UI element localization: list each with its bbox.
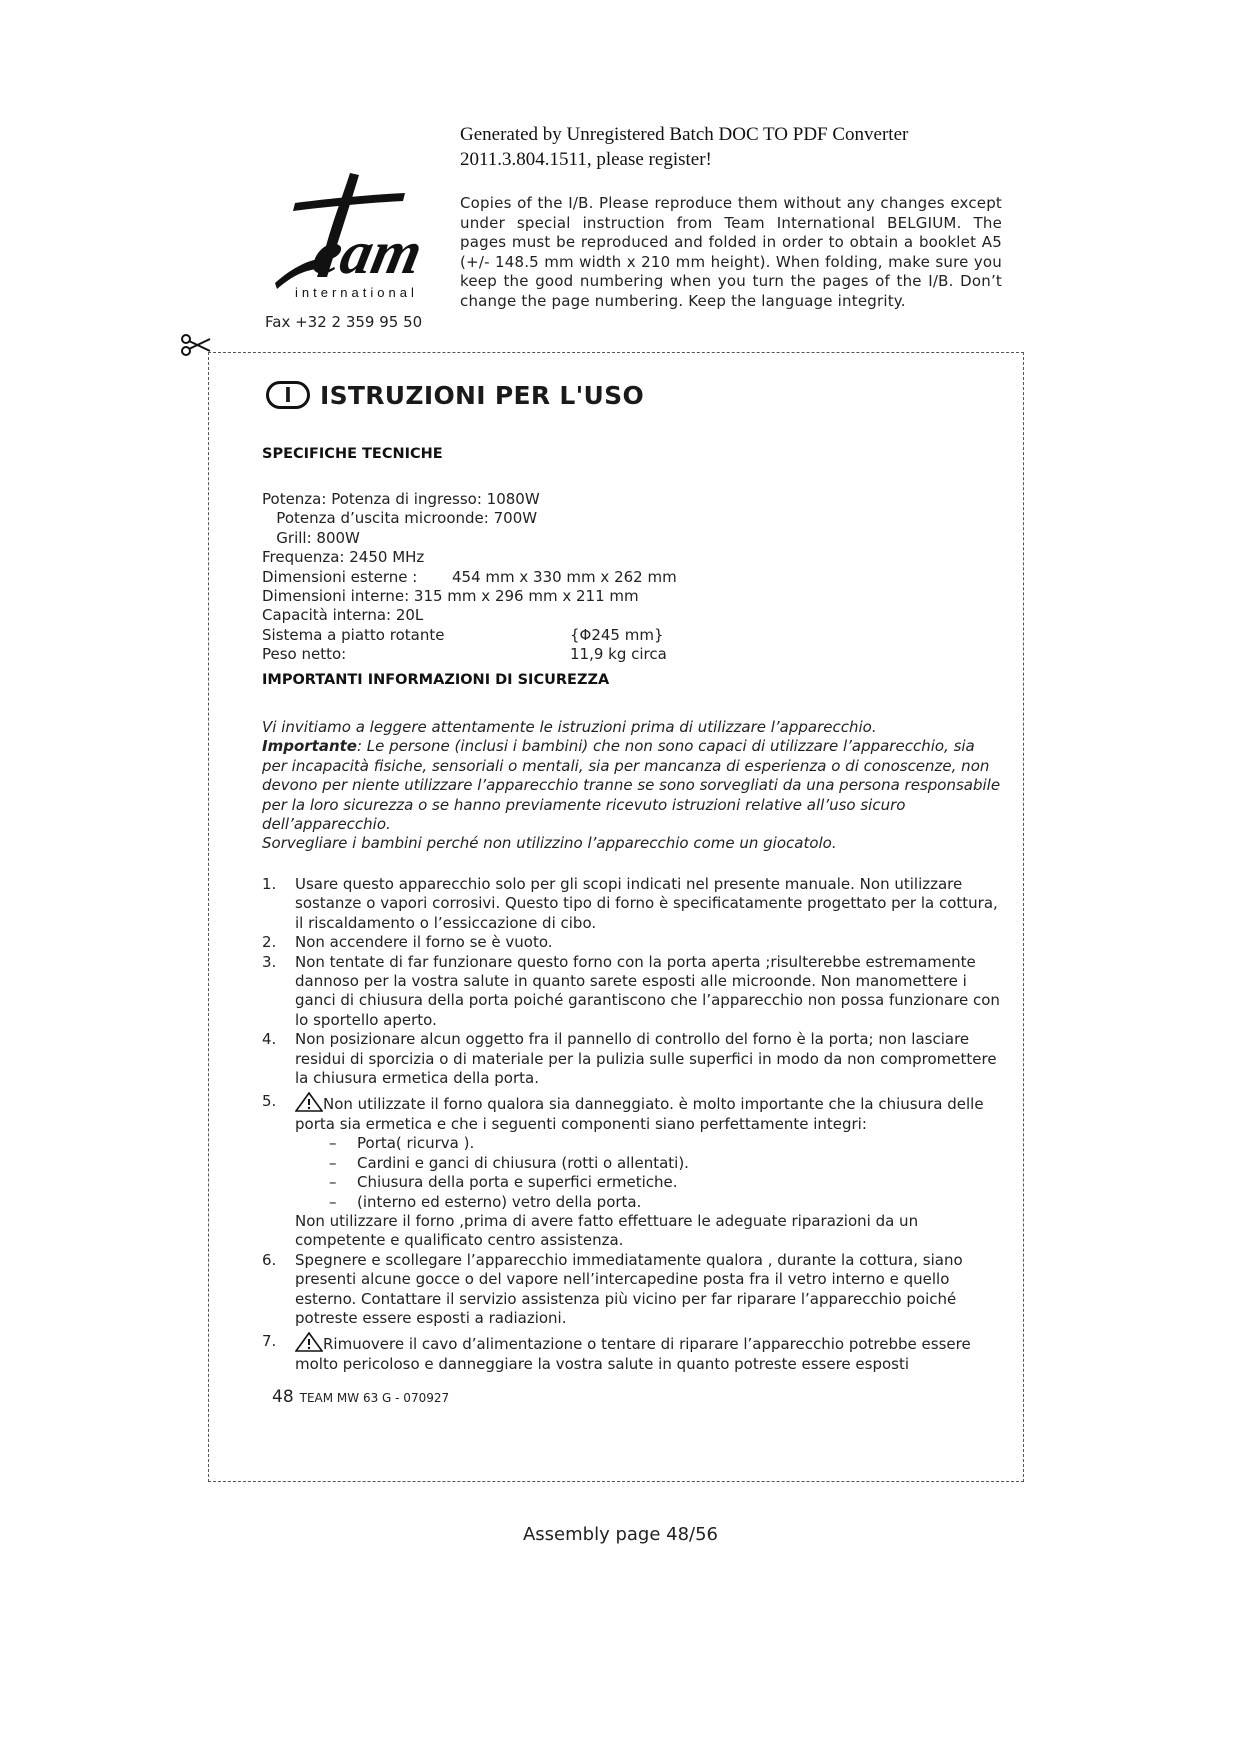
converter-watermark [460,122,1060,172]
page-title: ISTRUZIONI PER L'USO [320,380,645,410]
fax-number: Fax +32 2 359 95 50 [265,313,423,331]
spec-row: Capacità interna: 20L [262,606,424,625]
list-item: 6. Spegnere e scollegare l’apparecchio immediatamente qualora , durante la cottura, siano presenti alcune gocce o del vapore nell’intercapedine posta fra il vetro interno e quello esterno. Contattare il servizio assistenza più vicino per far riparare l’apparecchio poiché potreste essere esposti a radiazioni. [262,1250,963,1327]
print-notice: Copies of the I/B. Please reproduce them without any changes except under special instruction from Team International BELGIUM. The pages must be reproduced and folded in order to obtain a booklet A5 (+/- 148.5 mm width x 210 mm height). When folding, make sure you keep the good numbering when you turn the pages of the I/B. Don’t change the page numbering. Keep the language integrity. [460,194,1002,310]
spec-row [262,567,677,587]
sub-item: – Chiusura della porta e superfici ermetiche. [329,1173,1002,1192]
spec-label: Peso netto: [262,645,347,664]
specs-list [262,490,677,665]
item-5-sublist [299,1134,1002,1212]
item-5-after: Non utilizzare il forno ,prima di avere fatto effettuare le adeguate riparazioni da un competente e qualificato centro assistenza. [295,1211,919,1250]
watermark-line-2: 2011.3.804.1511, please register! [460,149,712,170]
spec-label: Dimensioni esterne : [262,567,418,586]
warning-icon [295,1332,323,1352]
team-international-logo [255,165,425,305]
safety-heading: IMPORTANTI INFORMAZIONI DI SICUREZZA [262,672,610,688]
svg-text:international: international [295,285,418,300]
list-item: 7. Rimuovere il cavo d’alimentazione o tentare di riparare l’apparecchio potrebbe essere molto pericoloso e danneggiare la vostra salute in quanto potreste essere esposti [262,1332,971,1373]
spec-value: {Φ245 mm} [570,625,664,644]
safety-intro [262,718,1002,854]
spec-row: Potenza: Potenza di ingresso: 1080W [262,490,540,508]
spec-row [262,625,664,645]
spec-row: Frequenza: 2450 MHz [262,548,425,567]
spec-label: Sistema a piatto rotante [262,625,445,644]
safety-list [262,875,1002,1374]
warning-icon [295,1092,323,1112]
spec-row [262,645,667,664]
watermark-line-1: Generated by Unregistered Batch DOC TO PDF Converter [460,124,909,145]
specs-heading: SPECIFICHE TECNICHE [262,446,443,462]
important-label: Importante [262,737,357,756]
page-number: 48 [272,1387,294,1407]
section-title [266,377,644,413]
list-item: 5. Non utilizzate il forno qualora sia danneggiato. è molto importante che la chiusura delle porta sia ermetica e che i seguenti componenti siano perfettamente integri: – Porta( ricurva ). – Cardini e ganci di chiusura (rotti o allentati). – Chiusura della porta e superfici ermetiche. – (interno ed esterno) vetro della porta. Non utilizzare il forno ,prima di avere fatto effettuare le adeguate riparazioni da un competente e qualificato centro assistenza. [262,1092,1002,1250]
svg-text:eam: eam [307,217,425,287]
team-logo-icon [255,165,425,305]
page-footer [272,1387,449,1407]
list-item: 3. Non tentate di far funzionare questo forno con la porta aperta ;risulterebbe estremamente dannoso per la vostra salute in quanto sarete esposti alle microonde. Non manomettere i ganci di chiusura della porta poiché garantiscono che l’apparecchio non possa funzionare con lo sportello aperto. [262,952,1000,1029]
intro-paragraph-2: Importante: Le persone (inclusi i bambini) che non sono capaci di utilizzare l’apparecchio, sia per incapacità fisiche, sensoriali o mentali, sia per mancanza di esperienza o di conoscenze, non devono per niente utilizzare l’apparecchio tranne se sono sorvegliati da una persona responsabile per la loro sicurezza o se hanno previamente ricevuto istruzioni relative all’uso sicuro dell’apparecchio. [262,737,1001,834]
assembly-page-label: Assembly page 48/56 [522,1524,719,1545]
list-item: 2. Non accendere il forno se è vuoto. [262,933,553,952]
spec-value: 454 mm x 330 mm x 262 mm [452,567,677,586]
spec-row: Dimensioni interne: 315 mm x 296 mm x 211 mm [262,586,639,605]
sub-item: – Cardini e ganci di chiusura (rotti o allentati). [329,1154,1002,1173]
intro-paragraph-1: Vi invitiamo a leggere attentamente le istruzioni prima di utilizzare l’apparecchio. [262,718,877,736]
spec-row: Potenza d’uscita microonde: 700W [262,509,538,528]
language-badge: I [266,381,310,409]
sub-item: – Porta( ricurva ). [329,1134,1002,1153]
sub-item: – (interno ed esterno) vetro della porta. [329,1193,1002,1212]
spec-value: 11,9 kg circa [570,645,667,664]
spec-row: Grill: 800W [262,528,360,547]
list-item: 1. Usare questo apparecchio solo per gli scopi indicati nel presente manuale. Non utilizzare sostanze o vapori corrosivi. Questo tipo di forno è specificatamente progettato per la cottura, il riscaldamento o l’essiccazione di cibo. [262,875,998,932]
list-item: 4. Non posizionare alcun oggetto fra il pannello di controllo del forno è la porta; non lasciare residui di sporcizia o di materiale per la pulizia sulle superfici in modo da non compromettere la chiusura ermetica della porta. [262,1030,997,1088]
model-code: TEAM MW 63 G - 070927 [299,1391,450,1405]
intro-paragraph-3: Sorvegliare i bambini perché non utilizzino l’apparecchio come un giocatolo. [262,834,837,853]
